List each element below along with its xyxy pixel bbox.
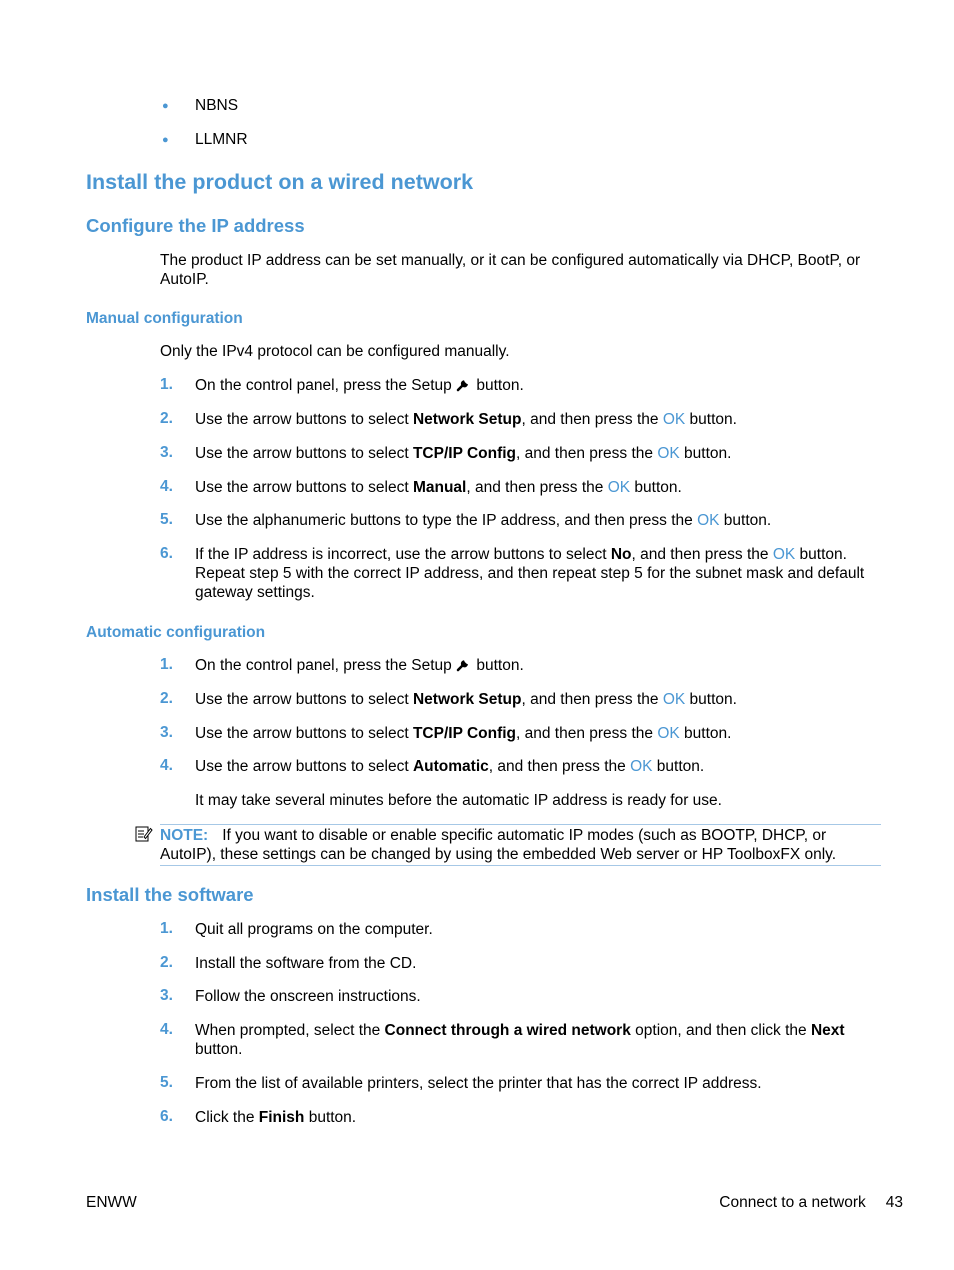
step-number: 2. [160, 410, 173, 427]
step-number: 4. [160, 1021, 173, 1038]
ok-button-label: OK [630, 758, 653, 775]
manual-step-6: If the IP address is incorrect, use the arrow buttons to select No, and then press the OK button. Repeat step 5 with the correct IP address, and then repeat step 5 for the subnet mask and default gateway settings. [195, 546, 865, 601]
ok-button-label: OK [607, 479, 631, 496]
bullet-icon: ● [162, 100, 169, 112]
automatic-after-text: It may take several minutes before the automatic IP address is ready for use. [195, 792, 722, 809]
step-number: 2. [160, 954, 173, 971]
section-title-install-software: Install the software [86, 884, 254, 905]
step-number: 1. [160, 376, 173, 393]
wrench-icon [456, 656, 472, 672]
step-number: 3. [160, 724, 173, 741]
software-step-2: Install the software from the CD. [195, 955, 417, 972]
step-number: 5. [160, 511, 173, 528]
software-step-4: When prompted, select the Connect through a wired network option, and then click the Next button. [195, 1022, 845, 1058]
bullet-icon: ● [162, 134, 169, 146]
manual-intro: Only the IPv4 protocol can be configured manually. [160, 343, 510, 360]
section-title-configure-ip: Configure the IP address [86, 215, 305, 236]
list-item: LLMNR [195, 131, 248, 148]
footer-right [719, 1194, 903, 1212]
step-number: 2. [160, 690, 173, 707]
step-number: 1. [160, 920, 173, 937]
footer-left: ENWW [86, 1194, 137, 1211]
manual-step-4: Use the arrow buttons to select Manual, and then press the OK button. [195, 479, 682, 496]
software-step-6: Click the Finish button. [195, 1109, 357, 1126]
subsection-title-manual: Manual configuration [86, 310, 243, 327]
step-number: 4. [160, 757, 173, 774]
step-number: 4. [160, 478, 173, 495]
ok-button-label: OK [697, 512, 720, 529]
list-item: NBNS [195, 97, 239, 114]
ok-button-label: OK [657, 445, 680, 462]
manual-step-5: Use the alphanumeric buttons to type the IP address, and then press the OK button. [195, 512, 772, 529]
manual-step-1: On the control panel, press the Setup button. [195, 377, 524, 394]
note-text: If you want to disable or enable specific automatic IP modes (such as BOOTP, DHCP, or AutoIP), these settings can be changed by using the embedded Web server or HP ToolboxFX only. [160, 827, 837, 863]
software-step-5: From the list of available printers, select the printer that has the correct IP address. [195, 1075, 762, 1092]
ok-button-label: OK [657, 725, 680, 742]
ok-button-label: OK [662, 411, 686, 428]
step-number: 6. [160, 1108, 173, 1125]
step-number: 1. [160, 656, 173, 673]
configure-intro: The product IP address can be set manually, or it can be configured automatically via DHCP, BootP, or AutoIP. [160, 252, 861, 288]
automatic-step-3: Use the arrow buttons to select TCP/IP Config, and then press the OK button. [195, 725, 732, 742]
software-step-1: Quit all programs on the computer. [195, 921, 433, 938]
ok-button-label: OK [772, 546, 796, 563]
footer-section: Connect to a network [719, 1194, 866, 1211]
step-number: 6. [160, 545, 173, 562]
page-title: Install the product on a wired network [86, 170, 474, 194]
automatic-step-1: On the control panel, press the Setup button. [195, 657, 524, 674]
manual-step-3: Use the arrow buttons to select TCP/IP Config, and then press the OK button. [195, 445, 732, 462]
note-box [160, 824, 881, 866]
subsection-title-automatic: Automatic configuration [86, 624, 266, 641]
wrench-icon [456, 376, 472, 392]
ok-button-label: OK [662, 691, 686, 708]
automatic-step-2: Use the arrow buttons to select Network Setup, and then press the OK button. [195, 691, 737, 708]
step-number: 5. [160, 1074, 173, 1091]
automatic-step-4: Use the arrow buttons to select Automatic, and then press the OK button. [195, 758, 705, 775]
note-icon [135, 825, 153, 842]
page-number: 43 [885, 1194, 903, 1211]
software-step-3: Follow the onscreen instructions. [195, 988, 421, 1005]
step-number: 3. [160, 987, 173, 1004]
step-number: 3. [160, 444, 173, 461]
manual-step-2: Use the arrow buttons to select Network Setup, and then press the OK button. [195, 411, 737, 428]
note-label: NOTE: [160, 827, 209, 844]
